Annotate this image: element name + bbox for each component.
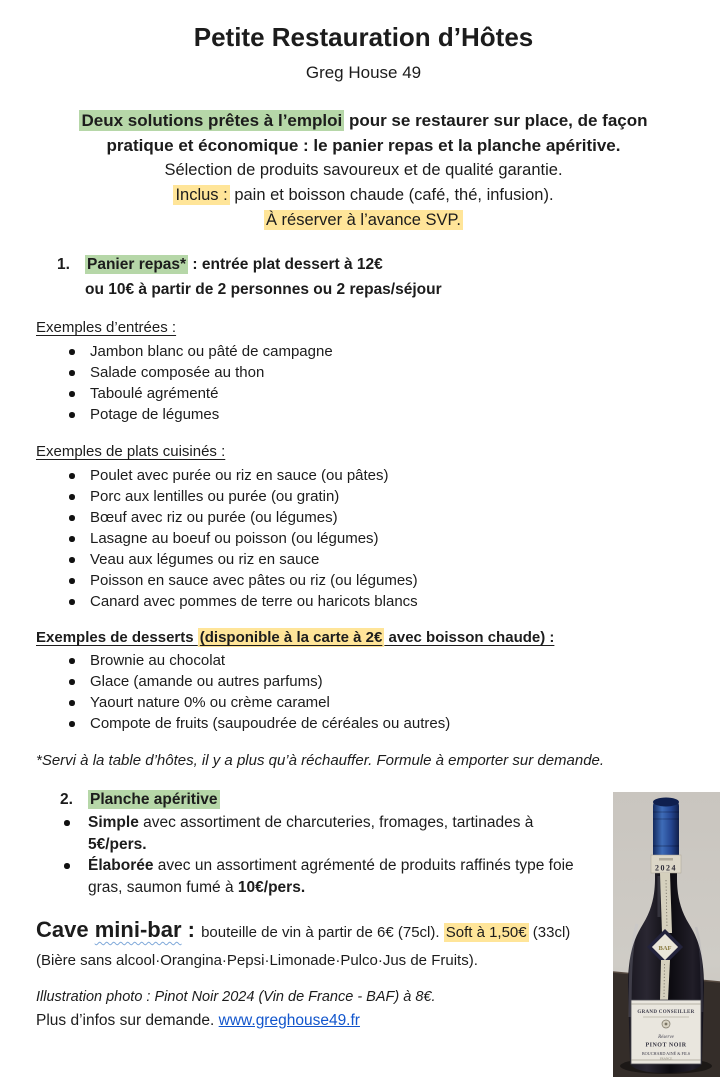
section-header-plats: Exemples de plats cuisinés :	[36, 443, 226, 460]
intro-line-3: Sélection de produits savoureux et de qualité garantie.	[164, 161, 563, 179]
menu-item: Potage de légumes	[36, 404, 691, 425]
planche-title	[88, 789, 220, 811]
intro-line-1: Deux solutions prêtes à l’emploi pour se restaurer sur place, de façon	[81, 111, 648, 130]
label-title: GRAND CONSEILLER	[637, 1010, 695, 1015]
wine-bottle-photo	[613, 792, 720, 1077]
numbered-item-panier-repas	[36, 252, 691, 302]
menu-item: Yaourt nature 0% ou crème caramel	[36, 692, 691, 713]
yellow-highlight: Soft à 1,50€	[445, 924, 527, 941]
illustration-note: Illustration photo : Pinot Noir 2024 (Vin de France - BAF) à 8€.	[36, 989, 436, 1005]
intro-line-4: Inclus : pain et boisson chaude (café, thé, infusion).	[175, 186, 554, 204]
menu-item: Canard avec pommes de terre ou haricots blancs	[36, 591, 691, 612]
more-info-line: Plus d’infos sur demande. www.greghouse49.fr	[36, 1012, 360, 1029]
cave-lead: Cave mini-bar :	[36, 917, 202, 942]
panier-repas-text: Panier repas* : entrée plat dessert à 12€ ou 10€ à partir de 2 personnes ou 2 repas/séjour	[85, 256, 442, 298]
spellcheck-wavy-underline: mini-bar	[94, 917, 182, 942]
green-highlight: Panier repas*	[87, 256, 187, 273]
plats-list	[36, 465, 691, 612]
list-number: 2.	[60, 791, 73, 808]
desserts-list	[36, 650, 691, 734]
section-header-desserts: Exemples de desserts (disponible à la carte à 2€ avec boisson chaude) :	[36, 629, 555, 646]
footnote: *Servi à la table d’hôtes, il y a plus qu’à réchauffer. Formule à emporter sur demande.	[36, 752, 605, 769]
menu-item: Salade composée au thon	[36, 362, 691, 383]
menu-item: Glace (amande ou autres parfums)	[36, 671, 691, 692]
monogram: BAF	[658, 945, 672, 952]
menu-item: Veau aux légumes ou riz en sauce	[36, 549, 691, 570]
yellow-highlight: (disponible à la carte à 2€	[199, 629, 383, 646]
label-producer: BOUCHARD AINÉ & FILS	[641, 1051, 691, 1056]
list-number: 1.	[57, 256, 70, 273]
intro-line-5	[36, 208, 691, 233]
cave-drinks-line: (Bière sans alcool·Orangina·Pepsi·Limonade·Pulco·Jus de Fruits).	[36, 952, 478, 969]
menu-item: Jambon blanc ou pâté de campagne	[36, 341, 691, 362]
menu-item: Brownie au chocolat	[36, 650, 691, 671]
menu-item: Lasagne au boeuf ou poisson (ou légumes)	[36, 528, 691, 549]
menu-item: Poulet avec purée ou riz en sauce (ou pâtes)	[36, 465, 691, 486]
planche-option: Élaborée avec un assortiment agrémenté de produits raffinés type foie gras, saumon fumé à 10€/pers.	[36, 855, 587, 898]
intro-line-2: pratique et économique : le panier repas et la planche apéritive.	[106, 136, 621, 155]
neck-strip	[660, 873, 672, 933]
cave-mini-bar-paragraph: Cave mini-bar : bouteille de vin à partir de 6€ (75cl). Soft à 1,50€ (33cl)	[36, 917, 571, 942]
vintage-year: 2024	[655, 863, 677, 873]
yellow-highlight: Inclus :	[175, 186, 228, 204]
numbered-item-planche-aperitive	[36, 789, 691, 811]
menu-item: Bœuf avec riz ou purée (ou légumes)	[36, 507, 691, 528]
yellow-highlight: À réserver à l’avance SVP.	[265, 211, 462, 229]
label-reserve: Réserve	[658, 1035, 674, 1040]
menu-item: Compote de fruits (saupoudrée de céréales ou autres)	[36, 713, 691, 734]
planche-options-list	[36, 812, 587, 898]
page-title: Petite Restauration d’Hôtes	[193, 22, 534, 52]
menu-item: Taboulé agrémenté	[36, 383, 691, 404]
green-highlight: Deux solutions prêtes à l’emploi	[81, 111, 343, 130]
menu-item: Porc aux lentilles ou purée (ou gratin)	[36, 486, 691, 507]
planche-option: Simple avec assortiment de charcuteries, fromages, tartinades à 5€/pers.	[36, 812, 587, 855]
page-subtitle: Greg House 49	[305, 63, 422, 82]
label-country: FRANCE	[659, 1056, 673, 1061]
menu-item: Poisson en sauce avec pâtes ou riz (ou légumes)	[36, 570, 691, 591]
entrees-list	[36, 341, 691, 425]
label-grape: PINOT NOIR	[645, 1042, 687, 1049]
website-link[interactable]: www.greghouse49.fr	[218, 1012, 360, 1029]
intro-paragraph	[36, 108, 691, 233]
green-highlight: Planche apéritive	[90, 791, 218, 808]
section-header-entrees: Exemples d’entrées :	[36, 319, 177, 336]
